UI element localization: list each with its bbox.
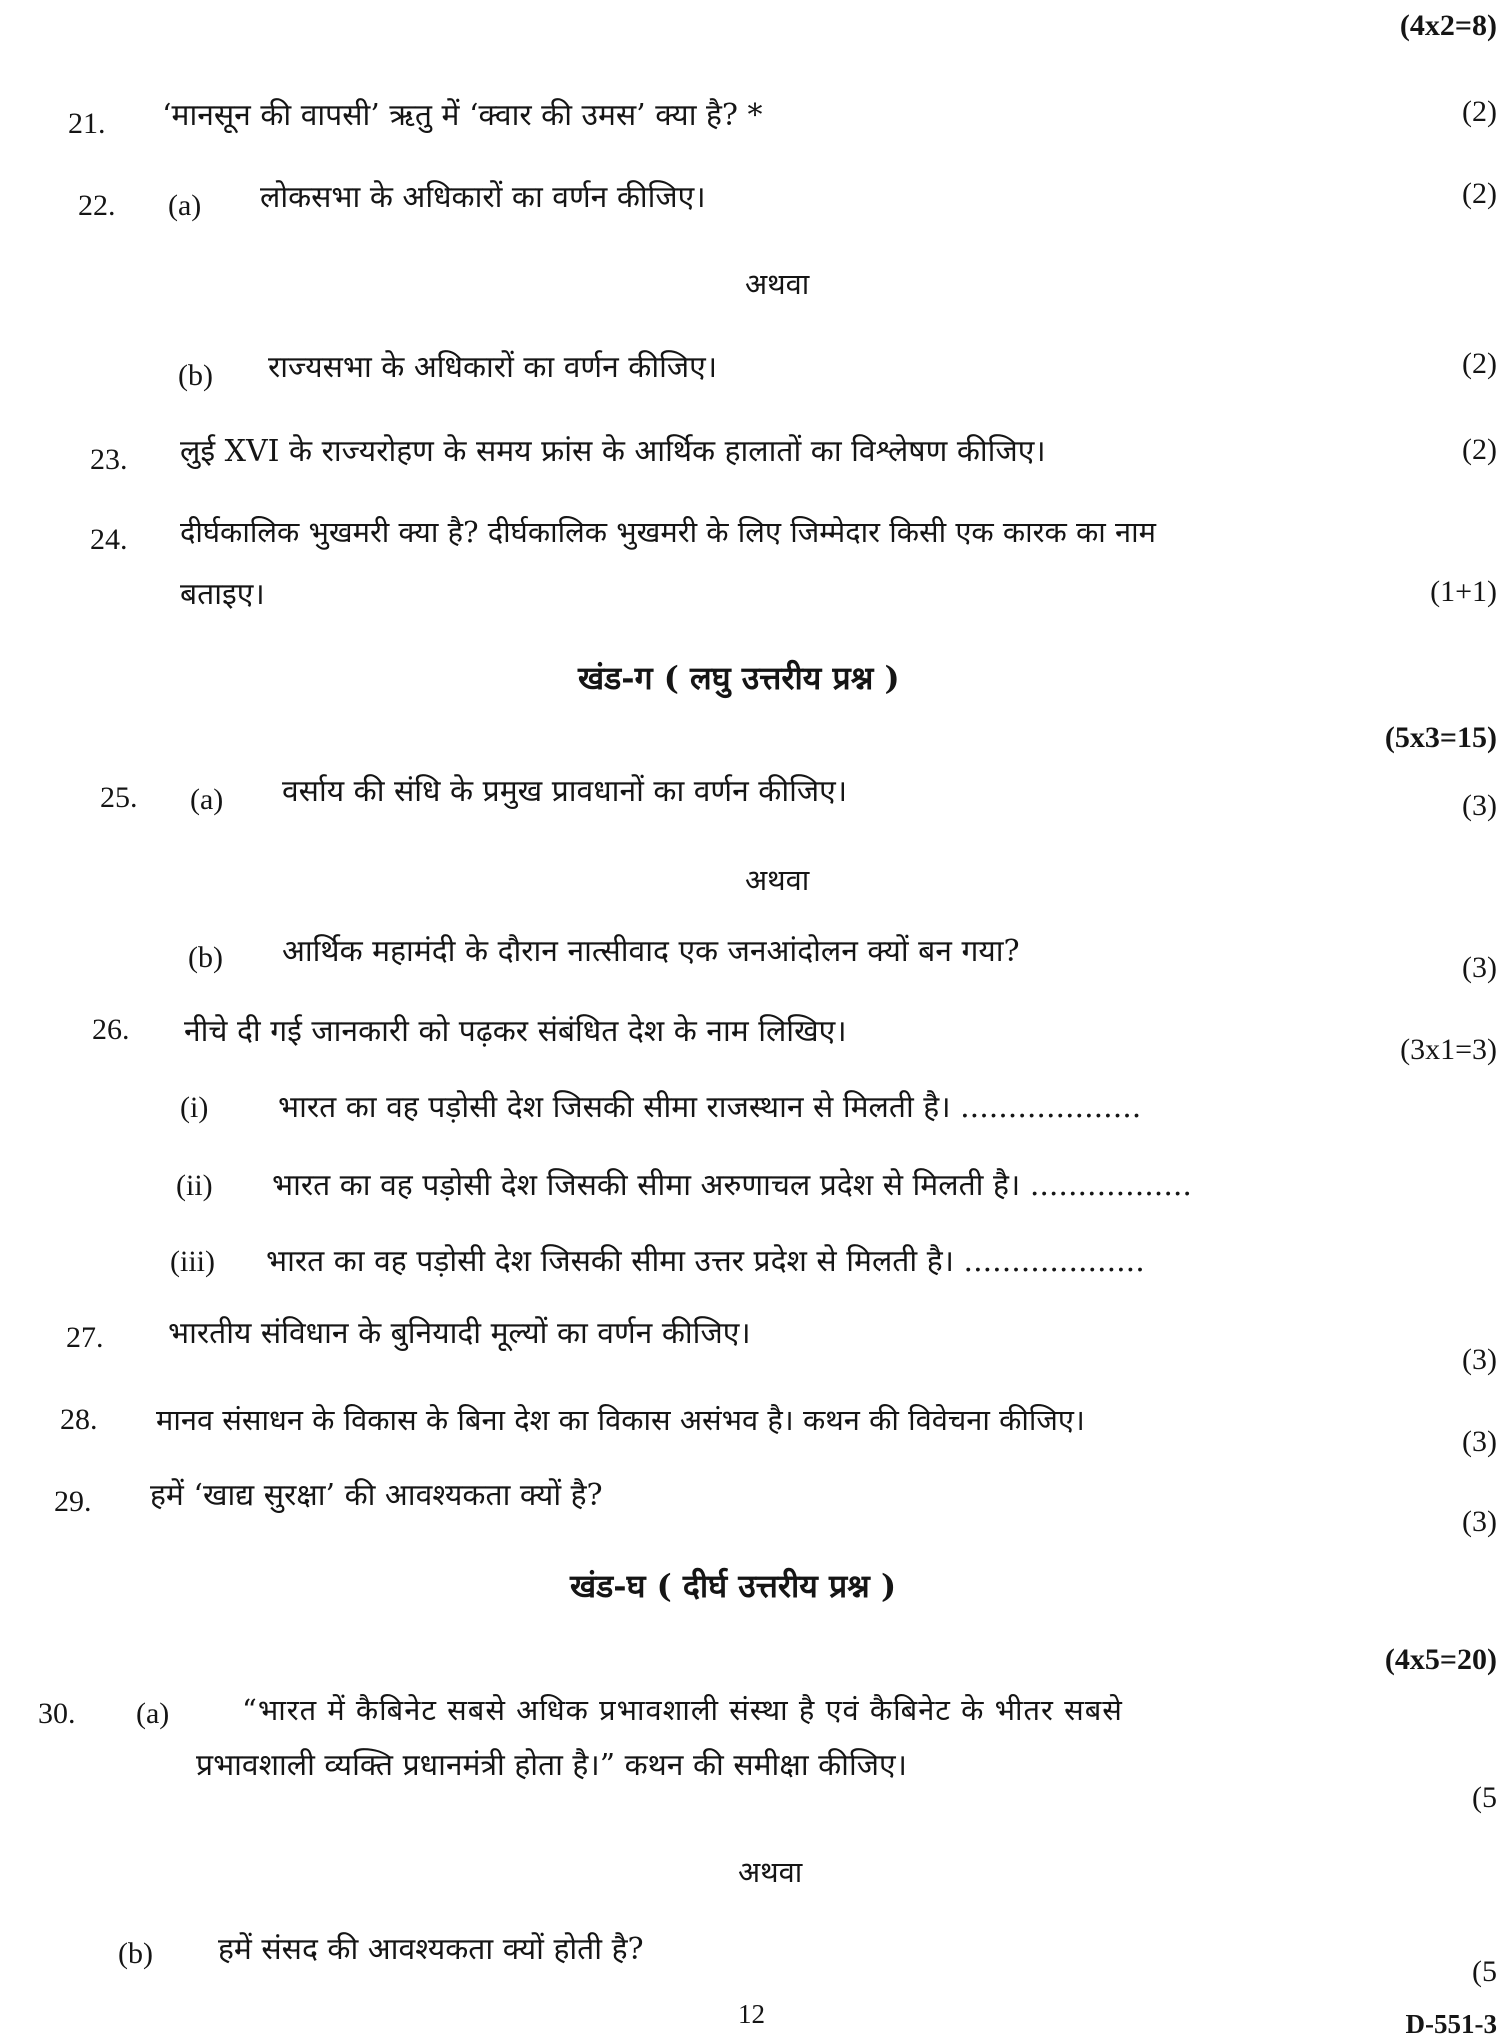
question-25b-text: आर्थिक महामंदी के दौरान नात्सीवाद एक जनआंदोलन क्यों बन गया?: [282, 934, 1020, 969]
section-d-marks: (4x5=20): [1384, 1643, 1497, 1676]
question-21-text: ‘मानसून की वापसी’ ऋतु में ‘क्वार की उमस’ क्या है? *: [162, 98, 763, 133]
question-22b-marks: (2): [1462, 347, 1497, 380]
question-22b-text: राज्यसभा के अधिकारों का वर्णन कीजिए।: [268, 350, 718, 385]
question-30b-text: हमें संसद की आवश्यकता क्यों होती है?: [218, 1932, 644, 1967]
question-22-or: अथवा: [745, 267, 810, 301]
section-c-marks: (5x3=15): [1384, 721, 1497, 754]
question-21-number: 21.: [68, 107, 106, 140]
question-26-item-3-text: भारत का वह पड़ोसी देश जिसकी सीमा उत्तर प्रदेश से मिलती है। ...................: [266, 1244, 1145, 1279]
question-21-marks: (2): [1462, 95, 1497, 128]
paper-code: D-551-3: [1405, 2009, 1497, 2039]
section-c-heading: खंड-ग ( लघु उत्तरीय प्रश्न ): [578, 659, 900, 697]
question-26-item-2-label: (ii): [176, 1169, 213, 1202]
question-29-marks: (3): [1462, 1505, 1497, 1538]
question-23-marks: (2): [1462, 433, 1497, 466]
question-24-marks: (1+1): [1430, 575, 1497, 608]
question-28-number: 28.: [60, 1403, 98, 1436]
question-28-marks: (3): [1462, 1425, 1497, 1458]
section-b-marks: (4x2=8): [1399, 9, 1497, 42]
question-25-number: 25.: [100, 781, 138, 814]
question-22a-text: लोकसभा के अधिकारों का वर्णन कीजिए।: [260, 180, 706, 215]
question-22a-marks: (2): [1462, 177, 1497, 210]
question-27-number: 27.: [66, 1321, 104, 1354]
question-30-or: अथवा: [738, 1855, 803, 1889]
question-27-marks: (3): [1462, 1343, 1497, 1376]
question-25b-marks: (3): [1462, 951, 1497, 984]
question-26-text: नीचे दी गई जानकारी को पढ़कर संबंधित देश के नाम लिखिए।: [184, 1014, 847, 1049]
question-22b-label: (b): [178, 359, 213, 392]
question-27-text: भारतीय संविधान के बुनियादी मूल्यों का वर्णन कीजिए।: [168, 1316, 751, 1351]
question-29-number: 29.: [54, 1485, 92, 1518]
question-23-number: 23.: [90, 443, 128, 476]
question-26-item-3-label: (iii): [170, 1245, 215, 1278]
question-26-item-1-text: भारत का वह पड़ोसी देश जिसकी सीमा राजस्थान से मिलती है। ...................: [278, 1090, 1142, 1125]
question-25a-label: (a): [190, 783, 224, 816]
section-d-heading: खंड-घ ( दीर्घ उत्तरीय प्रश्न ): [570, 1567, 897, 1605]
question-24-number: 24.: [90, 523, 128, 556]
question-30a-label: (a): [136, 1697, 170, 1730]
question-22-number: 22.: [78, 189, 116, 222]
question-25-or: अथवा: [745, 863, 810, 897]
question-24-line2: बताइए।: [180, 577, 265, 612]
question-30b-marks: (5: [1472, 1955, 1497, 1988]
question-25a-marks: (3): [1462, 789, 1497, 822]
question-26-number: 26.: [92, 1013, 130, 1046]
question-30-number: 30.: [38, 1697, 76, 1730]
question-30a-line1: “भारत में कैबिनेट सबसे अधिक प्रभावशाली संस्था है एवं कैबिनेट के भीतर सबसे: [242, 1693, 1123, 1727]
page-number: 12: [738, 1999, 765, 2029]
question-29-text: हमें ‘खाद्य सुरक्षा’ की आवश्यकता क्यों है?: [150, 1478, 603, 1513]
question-26-marks: (3x1=3): [1400, 1033, 1497, 1066]
question-22a-label: (a): [168, 189, 202, 222]
question-25a-text: वर्साय की संधि के प्रमुख प्रावधानों का वर्णन कीजिए।: [282, 774, 848, 809]
question-25b-label: (b): [188, 941, 223, 974]
question-30b-label: (b): [118, 1937, 153, 1970]
question-26-item-1-label: (i): [180, 1091, 209, 1124]
question-23-text: लुई XVI के राज्यरोहण के समय फ्रांस के आर्थिक हालातों का विश्लेषण कीजिए।: [180, 434, 1046, 469]
question-30a-marks: (5: [1472, 1781, 1497, 1814]
question-26-item-2-text: भारत का वह पड़ोसी देश जिसकी सीमा अरुणाचल प्रदेश से मिलती है। .................: [272, 1168, 1192, 1203]
question-24-line1: दीर्घकालिक भुखमरी क्या है? दीर्घकालिक भुखमरी के लिए जिम्मेदार किसी एक कारक का नाम: [180, 515, 1156, 549]
question-28-text: मानव संसाधन के विकास के बिना देश का विकास असंभव है। कथन की विवेचना कीजिए।: [156, 1403, 1085, 1437]
question-30a-line2: प्रभावशाली व्यक्ति प्रधानमंत्री होता है।” कथन की समीक्षा कीजिए।: [196, 1748, 907, 1783]
